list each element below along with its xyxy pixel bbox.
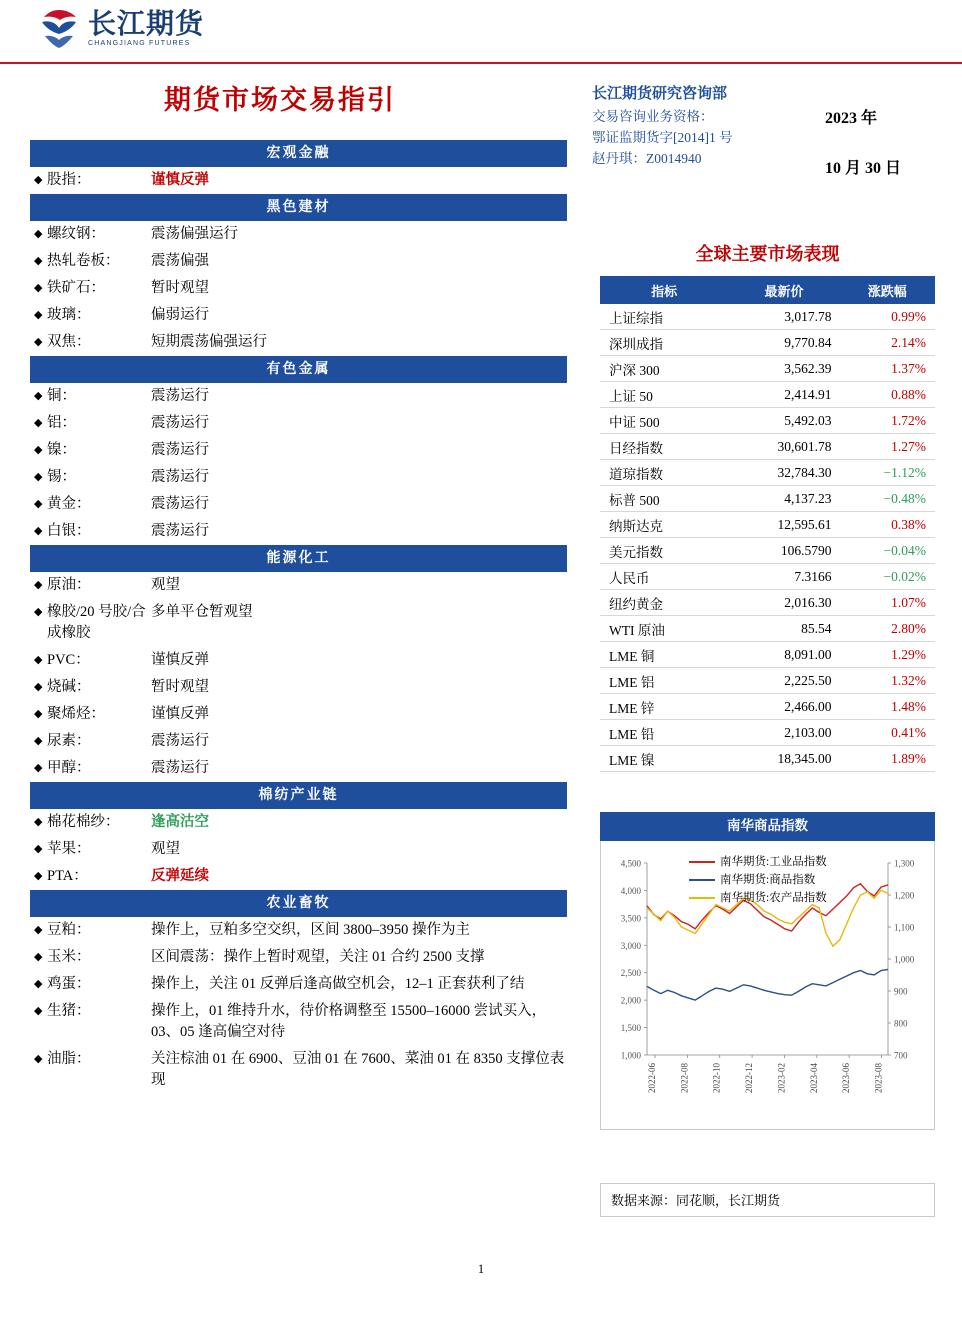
- legend-item: [689, 871, 827, 889]
- cell-index: 日经指数: [601, 434, 728, 460]
- svg-text:1,200: 1,200: [894, 890, 915, 901]
- cell-change: −1.12%: [840, 460, 934, 486]
- guidance-item-value: 谨慎反弹: [151, 172, 209, 188]
- market-table: [600, 276, 935, 772]
- guidance-item-value: 震荡偏强运行: [151, 226, 238, 242]
- guidance-item-name: 锡：: [47, 469, 76, 485]
- cell-index: LME 铝: [601, 668, 728, 694]
- diamond-bullet-icon: ◆: [34, 525, 43, 537]
- cell-price: 3,017.78: [728, 304, 840, 330]
- svg-text:2,500: 2,500: [620, 968, 641, 979]
- diamond-bullet-icon: ◆: [34, 417, 43, 429]
- guidance-row: [30, 998, 567, 1046]
- market-table-header: [601, 277, 935, 304]
- svg-text:3,500: 3,500: [620, 913, 641, 924]
- diamond-bullet-icon: ◆: [34, 336, 43, 348]
- diamond-bullet-icon: ◆: [34, 579, 43, 591]
- guidance-item-value: 逢高沽空: [151, 814, 209, 830]
- cell-change: 1.72%: [840, 408, 934, 434]
- svg-text:2022-06: 2022-06: [647, 1063, 657, 1093]
- guidance-item-name: 铜：: [47, 388, 76, 404]
- guidance-item-value: 震荡运行: [151, 415, 209, 431]
- legend-label: 南华期货:商品指数: [720, 874, 816, 886]
- guidance-item-name: 聚烯烃：: [47, 706, 105, 722]
- cell-index: 人民币: [601, 564, 728, 590]
- date-day: 10 月 30 日: [825, 160, 902, 177]
- guidance-row: [30, 302, 567, 329]
- guidance-item-value: 震荡偏强: [151, 253, 209, 269]
- date-year: 2023 年: [825, 110, 878, 127]
- guidance-row: [30, 410, 567, 437]
- cell-change: 0.41%: [840, 720, 934, 746]
- table-row: [601, 564, 935, 590]
- data-source: 数据来源：同花顺，长江期货: [600, 1183, 935, 1217]
- guidance-item-name: PTA：: [47, 868, 88, 884]
- diamond-bullet-icon: ◆: [34, 309, 43, 321]
- table-row: [601, 694, 935, 720]
- guidance-item-value: 暂时观望: [151, 679, 209, 695]
- svg-text:4,000: 4,000: [620, 885, 641, 896]
- cell-price: 85.54: [728, 616, 840, 642]
- guidance-item-name: 甲醇：: [47, 760, 91, 776]
- section-header: 黑色建材: [30, 194, 567, 221]
- svg-text:2023-06: 2023-06: [841, 1063, 852, 1093]
- legend-swatch-icon: [689, 861, 715, 863]
- cell-change: 0.88%: [840, 382, 934, 408]
- chart-plot-area: [600, 841, 935, 1130]
- cell-price: 32,784.30: [728, 460, 840, 486]
- cell-change: 0.99%: [840, 304, 934, 330]
- cell-change: 1.37%: [840, 356, 934, 382]
- cell-price: 3,562.39: [728, 356, 840, 382]
- table-row: [601, 330, 935, 356]
- guidance-item-name: 棉花棉纱：: [47, 814, 120, 830]
- svg-text:800: 800: [894, 1018, 908, 1029]
- guidance-item-name: 尿素：: [47, 733, 91, 749]
- guidance-item-value: 震荡运行: [151, 442, 209, 458]
- guidance-item-value: 观望: [151, 841, 180, 857]
- section-header: 棉纺产业链: [30, 782, 567, 809]
- table-row: [601, 434, 935, 460]
- cell-price: 2,103.00: [728, 720, 840, 746]
- cell-change: 1.32%: [840, 668, 934, 694]
- page-title: 期货市场交易指引: [164, 85, 396, 116]
- table-row: [601, 720, 935, 746]
- guidance-row: [30, 863, 567, 890]
- section-header: 能源化工: [30, 545, 567, 572]
- guidance-row: [30, 728, 567, 755]
- table-row: [601, 356, 935, 382]
- guidance-item-name: 豆粕：: [47, 922, 91, 938]
- table-row: [601, 408, 935, 434]
- diamond-bullet-icon: ◆: [34, 816, 43, 828]
- col-index: 指标: [601, 277, 728, 304]
- cell-index: LME 镍: [601, 746, 728, 772]
- cell-price: 9,770.84: [728, 330, 840, 356]
- diamond-bullet-icon: ◆: [34, 924, 43, 936]
- guidance-row: [30, 518, 567, 545]
- guidance-item-value: 操作上，关注 01 反弹后逢高做空机会，12–1 正套获利了结: [151, 976, 525, 992]
- cell-change: 1.07%: [840, 590, 934, 616]
- cell-index: 沪深 300: [601, 356, 728, 382]
- cell-index: 纽约黄金: [601, 590, 728, 616]
- cell-price: 2,414.91: [728, 382, 840, 408]
- cell-change: −0.04%: [840, 538, 934, 564]
- cell-index: LME 铜: [601, 642, 728, 668]
- svg-text:2023-08: 2023-08: [873, 1063, 884, 1093]
- section-header: 有色金属: [30, 356, 567, 383]
- diamond-bullet-icon: ◆: [34, 444, 43, 456]
- cell-index: WTI 原油: [601, 616, 728, 642]
- guidance-row: [30, 1046, 567, 1094]
- diamond-bullet-icon: ◆: [34, 390, 43, 402]
- guidance-item-value: 短期震荡偏强运行: [151, 334, 267, 350]
- guidance-item-value: 操作上，01 维持升水，待价格调整至 15500–16000 尝试买入，03、05 逢高偏空对待: [151, 1003, 547, 1040]
- guidance-item-name: 橡胶/20 号胶/合成橡胶: [47, 604, 146, 641]
- cell-price: 18,345.00: [728, 746, 840, 772]
- chart-legend: [689, 853, 827, 907]
- guidance-row: [30, 491, 567, 518]
- guidance-item-value: 观望: [151, 577, 180, 593]
- table-row: [601, 590, 935, 616]
- guidance-item-value: 震荡运行: [151, 733, 209, 749]
- guidance-item-value: 谨慎反弹: [151, 706, 209, 722]
- guidance-item-value: 震荡运行: [151, 496, 209, 512]
- table-row: [601, 746, 935, 772]
- table-row: [601, 616, 935, 642]
- chart-title: 南华商品指数: [600, 812, 935, 841]
- svg-text:2022-12: 2022-12: [744, 1063, 755, 1093]
- qualification-block: [592, 106, 733, 169]
- guidance-item-name: 苹果：: [47, 841, 91, 857]
- svg-text:2,000: 2,000: [620, 995, 641, 1006]
- guidance-item-name: 原油：: [47, 577, 91, 593]
- guidance-item-value: 震荡运行: [151, 523, 209, 539]
- guidance-item-value: 震荡运行: [151, 388, 209, 404]
- cell-price: 2,225.50: [728, 668, 840, 694]
- guidance-item-name: PVC：: [47, 652, 90, 668]
- brand-name-en: CHANGJIANG FUTURES: [88, 40, 191, 47]
- guidance-row: [30, 755, 567, 782]
- table-row: [601, 642, 935, 668]
- logo-mark-icon: [36, 6, 82, 52]
- cell-change: 1.48%: [840, 694, 934, 720]
- department-name: 长江期货研究咨询部: [592, 84, 728, 102]
- page-number: 1: [477, 1262, 485, 1276]
- guidance-item-value: 关注棕油 01 在 6900、豆油 01 在 7600、菜油 01 在 8350 支撑位表现: [151, 1051, 565, 1088]
- guidance-row: [30, 647, 567, 674]
- svg-text:2022-10: 2022-10: [711, 1063, 722, 1093]
- cell-index: 深圳成指: [601, 330, 728, 356]
- diamond-bullet-icon: ◆: [34, 282, 43, 294]
- guidance-item-value: 震荡运行: [151, 469, 209, 485]
- diamond-bullet-icon: ◆: [34, 870, 43, 882]
- cell-index: 上证综指: [601, 304, 728, 330]
- guidance-sections: [30, 140, 567, 1094]
- svg-text:900: 900: [894, 986, 908, 997]
- legend-label: 南华期货:农产品指数: [720, 892, 827, 904]
- guidance-row: [30, 917, 567, 944]
- guidance-row: [30, 275, 567, 302]
- cell-change: 2.80%: [840, 616, 934, 642]
- cell-index: 道琼指数: [601, 460, 728, 486]
- table-row: [601, 512, 935, 538]
- guidance-row: [30, 248, 567, 275]
- guidance-row: [30, 836, 567, 863]
- svg-text:700: 700: [894, 1050, 908, 1061]
- guidance-row: [30, 701, 567, 728]
- guidance-item-value: 偏弱运行: [151, 307, 209, 323]
- guidance-item-value: 多单平仓暂观望: [151, 604, 253, 620]
- svg-text:2022-08: 2022-08: [679, 1063, 690, 1093]
- cell-index: 标普 500: [601, 486, 728, 512]
- market-title: 全球主要市场表现: [695, 244, 840, 265]
- guidance-item-value: 震荡运行: [151, 760, 209, 776]
- col-change: 涨跌幅: [840, 277, 934, 304]
- svg-text:4,500: 4,500: [620, 858, 641, 869]
- cell-price: 30,601.78: [728, 434, 840, 460]
- cell-price: 106.5790: [728, 538, 840, 564]
- guidance-item-name: 玉米：: [47, 949, 91, 965]
- guidance-item-name: 螺纹钢：: [47, 226, 105, 242]
- guidance-row: [30, 674, 567, 701]
- diamond-bullet-icon: ◆: [34, 255, 43, 267]
- svg-text:1,000: 1,000: [620, 1050, 641, 1061]
- cell-price: 12,595.61: [728, 512, 840, 538]
- section-header: 宏观金融: [30, 140, 567, 167]
- diamond-bullet-icon: ◆: [34, 498, 43, 510]
- analyst-id: 赵丹琪：Z0014940: [592, 151, 702, 166]
- legend-swatch-icon: [689, 897, 715, 899]
- legend-item: [689, 853, 827, 871]
- diamond-bullet-icon: ◆: [34, 606, 43, 618]
- cell-index: 上证 50: [601, 382, 728, 408]
- guidance-item-name: 白银：: [47, 523, 91, 539]
- cell-change: 1.27%: [840, 434, 934, 460]
- legend-item: [689, 889, 827, 907]
- guidance-item-name: 股指：: [47, 172, 91, 188]
- svg-text:1,500: 1,500: [620, 1023, 641, 1034]
- guidance-item-name: 镍：: [47, 442, 76, 458]
- guidance-row: [30, 221, 567, 248]
- guidance-item-name: 热轧卷板：: [47, 253, 120, 269]
- diamond-bullet-icon: ◆: [34, 1053, 43, 1065]
- diamond-bullet-icon: ◆: [34, 735, 43, 747]
- guidance-row: [30, 329, 567, 356]
- diamond-bullet-icon: ◆: [34, 762, 43, 774]
- cell-price: 7.3166: [728, 564, 840, 590]
- table-row: [601, 486, 935, 512]
- guidance-item-name: 铁矿石：: [47, 280, 105, 296]
- cell-index: 纳斯达克: [601, 512, 728, 538]
- guidance-row: [30, 383, 567, 410]
- guidance-item-value: 操作上，豆粕多空交织，区间 3800–3950 操作为主: [151, 922, 470, 938]
- table-row: [601, 460, 935, 486]
- diamond-bullet-icon: ◆: [34, 708, 43, 720]
- diamond-bullet-icon: ◆: [34, 681, 43, 693]
- svg-text:1,100: 1,100: [894, 922, 915, 933]
- col-price: 最新价: [728, 277, 840, 304]
- guidance-row: [30, 971, 567, 998]
- guidance-row: [30, 599, 567, 647]
- guidance-row: [30, 809, 567, 836]
- cell-price: 4,137.23: [728, 486, 840, 512]
- guidance-row: [30, 167, 567, 194]
- brand-logo: [36, 6, 204, 52]
- svg-text:1,000: 1,000: [894, 954, 915, 965]
- page-header: [0, 0, 962, 64]
- diamond-bullet-icon: ◆: [34, 471, 43, 483]
- qualification-label: 交易咨询业务资格：: [592, 109, 714, 124]
- guidance-row: [30, 572, 567, 599]
- guidance-item-name: 黄金：: [47, 496, 91, 512]
- guidance-item-name: 铝：: [47, 415, 76, 431]
- guidance-row: [30, 464, 567, 491]
- cell-change: 0.38%: [840, 512, 934, 538]
- commodity-index-chart: [600, 812, 935, 1130]
- cell-index: 中证 500: [601, 408, 728, 434]
- table-row: [601, 382, 935, 408]
- cell-index: LME 铅: [601, 720, 728, 746]
- diamond-bullet-icon: ◆: [34, 978, 43, 990]
- guidance-item-name: 生猪：: [47, 1003, 91, 1019]
- cell-price: 2,016.30: [728, 590, 840, 616]
- cell-change: 1.89%: [840, 746, 934, 772]
- guidance-item-name: 鸡蛋：: [47, 976, 91, 992]
- cell-index: 美元指数: [601, 538, 728, 564]
- diamond-bullet-icon: ◆: [34, 1005, 43, 1017]
- guidance-item-name: 玻璃：: [47, 307, 91, 323]
- diamond-bullet-icon: ◆: [34, 654, 43, 666]
- cell-price: 2,466.00: [728, 694, 840, 720]
- table-row: [601, 668, 935, 694]
- cell-change: −0.48%: [840, 486, 934, 512]
- table-row: [601, 538, 935, 564]
- cell-change: −0.02%: [840, 564, 934, 590]
- diamond-bullet-icon: ◆: [34, 228, 43, 240]
- guidance-row: [30, 944, 567, 971]
- brand-name-cn: 长江期货: [88, 7, 205, 40]
- market-performance: [600, 240, 935, 772]
- diamond-bullet-icon: ◆: [34, 951, 43, 963]
- legend-label: 南华期货:工业品指数: [720, 856, 827, 868]
- guidance-item-value: 谨慎反弹: [151, 652, 209, 668]
- cell-index: LME 锌: [601, 694, 728, 720]
- svg-text:1,300: 1,300: [894, 858, 915, 869]
- svg-text:3,000: 3,000: [620, 940, 641, 951]
- guidance-item-name: 油脂：: [47, 1051, 91, 1067]
- cell-price: 8,091.00: [728, 642, 840, 668]
- diamond-bullet-icon: ◆: [34, 843, 43, 855]
- svg-text:2023-04: 2023-04: [808, 1063, 819, 1093]
- diamond-bullet-icon: ◆: [34, 174, 43, 186]
- guidance-item-name: 烧碱：: [47, 679, 91, 695]
- legend-swatch-icon: [689, 879, 715, 881]
- guidance-item-value: 区间震荡：操作上暂时观望，关注 01 合约 2500 支撑: [151, 949, 485, 965]
- cell-change: 1.29%: [840, 642, 934, 668]
- cell-change: 2.14%: [840, 330, 934, 356]
- guidance-item-value: 暂时观望: [151, 280, 209, 296]
- qualification-number: 鄂证监期货字[2014]1 号: [592, 130, 733, 145]
- cell-price: 5,492.03: [728, 408, 840, 434]
- guidance-item-value: 反弹延续: [151, 868, 209, 884]
- svg-text:2023-02: 2023-02: [776, 1063, 787, 1093]
- table-row: [601, 304, 935, 330]
- guidance-item-name: 双焦：: [47, 334, 91, 350]
- section-header: 农业畜牧: [30, 890, 567, 917]
- guidance-row: [30, 437, 567, 464]
